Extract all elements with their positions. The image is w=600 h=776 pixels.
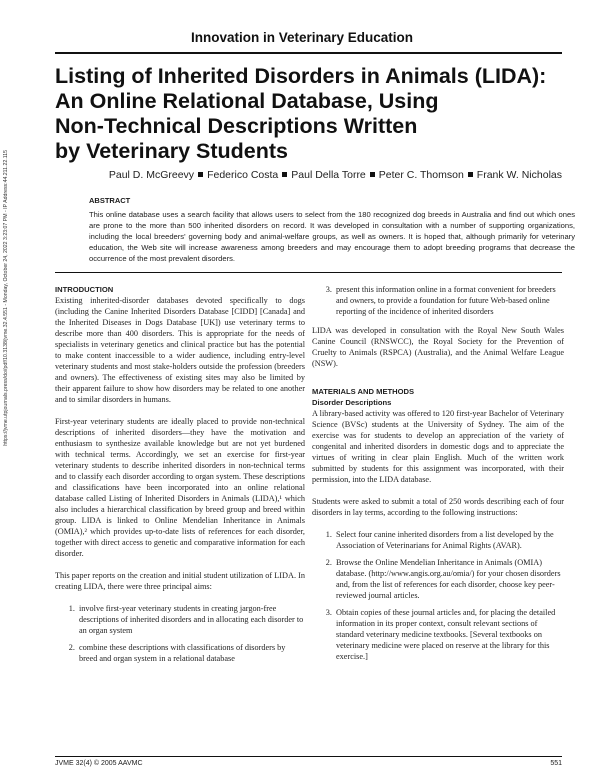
author: Federico Costa <box>207 169 279 181</box>
left-column <box>55 284 305 672</box>
aims-list <box>55 603 305 664</box>
title-line: An Online Relational Database, Using <box>55 89 439 113</box>
paragraph: A library-based activity was offered to 120 first-year Bachelor of Veterinary Science (BVSc) students at the University of Sydney. The aim of the exercise was for students to develop an appreciation of the variety of congenital and inherited disorders in domestic dogs and to appreciate the virtues of writing in clear plain English. Much of the written work submitted by students for this assignment was incorporated, with their permission, into the LIDA database. <box>312 409 564 484</box>
article-title <box>55 64 575 164</box>
list-item: 3. present this information online in a format convenient for breeders and owners, to provide a foundation for future Web-based online reporting of the incidence of inherited disorders <box>334 284 564 317</box>
author: Paul D. McGreevy <box>108 169 195 181</box>
paragraph: This paper reports on the creation and initial student utilization of LIDA. In creating LIDA, there were three principal aims: <box>55 571 305 591</box>
list-item: 3. Obtain copies of these journal articles and, for placing the detailed information in its proper context, consult relevant sections of standard veterinary medicine textbooks. [Several textbooks on veterinary medicine were placed on reserve at the library for this exercise.] <box>334 607 564 662</box>
separator-square-icon <box>198 172 203 177</box>
aims-list-continued <box>312 284 564 317</box>
list-item: 2. combine these descriptions with classifications of disorders by breed and organ system in a relational database <box>77 642 305 664</box>
page-number: 551 <box>550 760 562 767</box>
paragraph: LIDA was developed in consultation with the Royal New South Wales Canine Council (RNSWCC), the Royal Society for the Prevention of Cruelty to Animals (RSPCA) (Australia), and the Animal Welfare League (NSW). <box>312 326 564 368</box>
download-info-sidebar: https://jvme.utpjournals.press/doi/pdf/10.3138/jvme.32.4.551 - Monday, October 24, 2022 3:23:07 PM - IP Address:44.211.22.115 <box>3 150 9 446</box>
methods-heading: MATERIALS AND METHODS <box>312 387 415 396</box>
abstract-rule <box>55 272 562 273</box>
footer-rule <box>55 756 562 757</box>
paragraph: Students were asked to submit a total of 250 words describing each of four disorders in lay terms, according to the following instructions: <box>312 497 564 517</box>
title-line: Listing of Inherited Disorders in Animals (LIDA): <box>55 64 547 88</box>
author: Frank W. Nicholas <box>476 169 562 181</box>
list-item: 1. involve first-year veterinary students in creating jargon-free descriptions of inherited disorders and in allocating each disorder to an organ system <box>77 603 305 636</box>
list-item: 1. Select four canine inherited disorders from a list developed by the Association of Veterinarians for Animal Rights (AVAR). <box>334 529 564 551</box>
journal-section-header: Innovation in Veterinary Education <box>190 30 414 45</box>
separator-square-icon <box>468 172 473 177</box>
subsection-heading: Disorder Descriptions <box>312 398 392 407</box>
title-line: Non-Technical Descriptions Written <box>55 114 418 138</box>
separator-square-icon <box>370 172 375 177</box>
author: Peter C. Thomson <box>378 169 464 181</box>
author-list <box>109 169 562 181</box>
title-line: by Veterinary Students <box>55 139 288 163</box>
list-item: 2. Browse the Online Mendelian Inheritance in Animals (OMIA) database. (http://www.angis.org.au/omia/) for your chosen disorders and, from the list of references for each disorder, choose key peer-reviewed journal articles. <box>334 557 564 601</box>
separator-square-icon <box>282 172 287 177</box>
introduction-heading: INTRODUCTION <box>55 285 114 294</box>
header-rule <box>55 52 562 54</box>
abstract-text: This online database uses a search facility that allows users to select from the 180 recognized dog breeds in Australia and find out which ones are prone to the more than 500 inherited disorders on record. It was developed in consultation with a number of supporting organizations, including the local breeders' governing body and animal-welfare groups, as well as owners. It is hoped that, although primarily for veterinary education, the Web site will increase awareness among breeders and may encourage them to adopt breeding programs that decrease the occurrence of the most prevalent disorders. <box>89 210 575 263</box>
paragraph: Existing inherited-disorder databases devoted specifically to dogs (including the Canine Inherited Disorders Database [CIDD] [Canada] and the Inherited Diseases in Dogs Database [UK]) use veterinary terms to describe more than 400 disorders. This is appropriate for the needs of specialists in veterinary genetics and clinical practice but has the potential to make content inaccessible to a wider audience, including entry-level veterinary students and most stake-holders outside the profession (breeders and owners). The effectiveness of existing sites may also be limited by their apparent failure to show how disorders may be related to one another and to similar disorders in humans. <box>55 296 305 404</box>
paragraph: First-year veterinary students are ideally placed to provide non-technical descriptions of inherited disorders—they have the motivation and enthusiasm to synthesize available knowledge but are not yet burdened with technical terms. Accordingly, we set an exercise for first-year veterinary students to describe inherited disorders in non-technical terms and to classify each disorder according to organ system. These descriptions and classifications have been incorporated into an online relational database called Listing of Inherited Disorders in Animals (LIDA),¹ which also includes a hierarchical classification by breed group and breed within group. LIDA is linked to Online Mendelian Inheritance in Animals (OMIA),² which provides up-to-date lists of references for each disorder, together with direct access to genetic and comparative information for each disorder. <box>55 417 305 558</box>
right-column <box>312 284 564 670</box>
author: Paul Della Torre <box>291 169 366 181</box>
journal-citation: JVME 32(4) © 2005 AAVMC <box>55 760 143 767</box>
abstract-heading: ABSTRACT <box>89 196 131 205</box>
instructions-list <box>312 529 564 662</box>
